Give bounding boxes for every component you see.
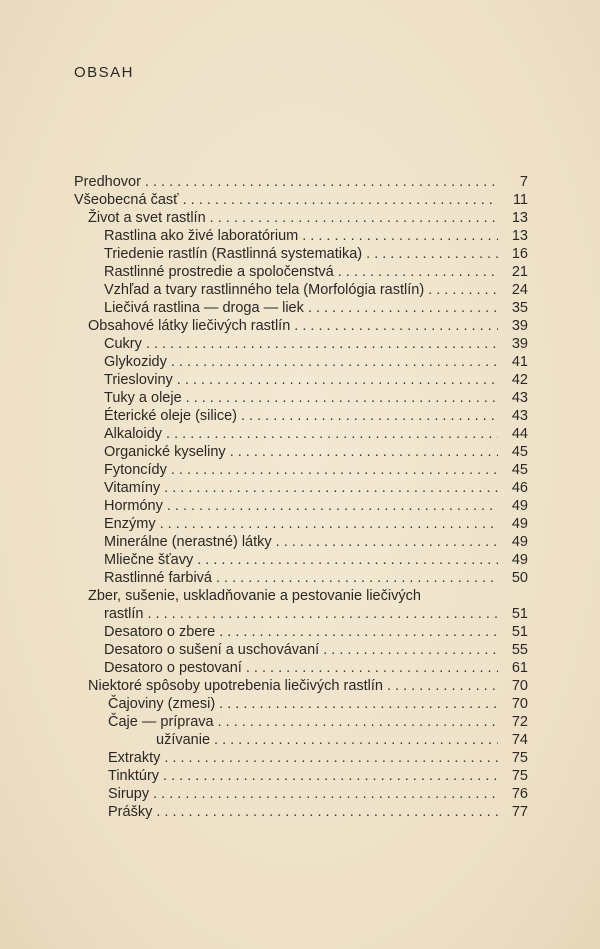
toc-entry-title: Prášky: [108, 804, 153, 820]
dot-leader: [387, 677, 498, 695]
toc-entry-page-number: 13: [511, 228, 528, 244]
toc-entry-title: Všeobecná časť: [74, 192, 179, 208]
dot-leader: [219, 623, 498, 641]
toc-entry-page-number: 11: [512, 192, 528, 208]
toc-entry-title: Glykozidy: [104, 354, 167, 370]
toc-entry: [74, 353, 528, 371]
table-of-contents: [74, 173, 528, 821]
dot-leader: [146, 335, 498, 353]
toc-entry: [74, 767, 528, 785]
toc-entry: [74, 335, 528, 353]
toc-entry-page-number: 41: [511, 354, 528, 370]
toc-entry-title: Vitamíny: [104, 480, 161, 496]
toc-entry: [74, 605, 528, 623]
toc-entry-page-number: 42: [511, 372, 528, 388]
toc-entry-title: Čajoviny (zmesi): [108, 696, 216, 712]
toc-entry-page-number: 45: [511, 444, 528, 460]
toc-entry-title: Rastlina ako živé laboratórium: [104, 228, 299, 244]
toc-entry: [74, 587, 528, 605]
dot-leader: [163, 767, 498, 785]
toc-entry-page-number: 76: [511, 786, 528, 802]
toc-entry-title: Obsahové látky liečivých rastlín: [88, 318, 291, 334]
dot-leader: [218, 713, 498, 731]
toc-entry: [74, 551, 528, 569]
toc-entry-title: užívanie: [156, 732, 211, 748]
toc-entry-page-number: 49: [511, 498, 528, 514]
dot-leader: [241, 407, 498, 425]
dot-leader: [183, 191, 498, 209]
toc-entry-page-number: 16: [511, 246, 528, 262]
toc-entry-title: Zber, sušenie, uskladňovanie a pestovanie liečivých: [88, 588, 421, 604]
toc-entry-page-number: 72: [511, 714, 528, 730]
dot-leader: [177, 371, 498, 389]
toc-entry-page-number: 50: [511, 570, 528, 586]
dot-leader: [210, 209, 498, 227]
toc-entry: [74, 425, 528, 443]
dot-leader: [323, 641, 498, 659]
toc-entry: [74, 371, 528, 389]
dot-leader: [145, 173, 498, 191]
toc-entry: [74, 245, 528, 263]
dot-leader: [276, 533, 498, 551]
dot-leader: [167, 497, 498, 515]
toc-entry-page-number: 43: [511, 390, 528, 406]
toc-entry-title: Minerálne (nerastné) látky: [104, 534, 272, 550]
toc-entry-page-number: 24: [511, 282, 528, 298]
toc-entry-page-number: 35: [511, 300, 528, 316]
toc-entry-page-number: 49: [511, 516, 528, 532]
toc-entry-title: Triedenie rastlín (Rastlinná systematika): [104, 246, 363, 262]
toc-entry: [74, 209, 528, 227]
toc-entry-title: Mliečne šťavy: [104, 552, 194, 568]
dot-leader: [171, 353, 498, 371]
toc-entry-page-number: 77: [511, 804, 528, 820]
toc-entry-title: Fytoncídy: [104, 462, 167, 478]
toc-entry-page-number: 44: [511, 426, 528, 442]
toc-entry-page-number: 13: [511, 210, 528, 226]
dot-leader: [216, 569, 498, 587]
dot-leader: [171, 461, 498, 479]
toc-entry-page-number: 75: [511, 750, 528, 766]
toc-entry-page-number: 49: [511, 534, 528, 550]
toc-entry: [74, 659, 528, 677]
dot-leader: [338, 263, 498, 281]
toc-entry-title: Život a svet rastlín: [88, 210, 206, 226]
toc-entry: [74, 173, 528, 191]
dot-leader: [219, 695, 498, 713]
dot-leader: [246, 659, 498, 677]
toc-entry-page-number: 70: [511, 678, 528, 694]
toc-entry: [74, 713, 528, 731]
toc-entry: [74, 497, 528, 515]
toc-entry-title: Rastlinné prostredie a spoločenstvá: [104, 264, 334, 280]
toc-entry: [74, 281, 528, 299]
toc-entry-title: Rastlinné farbivá: [104, 570, 212, 586]
toc-entry-title: Triesloviny: [104, 372, 173, 388]
dot-leader: [230, 443, 498, 461]
toc-entry-title: Niektoré spôsoby upotrebenia liečivých rastlín: [88, 678, 383, 694]
toc-entry: [74, 317, 528, 335]
dot-leader: [160, 515, 498, 533]
page-title: OBSAH: [74, 64, 135, 81]
toc-entry-title: Tinktúry: [108, 768, 160, 784]
dot-leader: [153, 785, 498, 803]
dot-leader: [156, 803, 498, 821]
toc-entry: [74, 695, 528, 713]
toc-entry-page-number: 21: [511, 264, 528, 280]
toc-entry: [74, 191, 528, 209]
dot-leader: [164, 479, 498, 497]
toc-entry-page-number: 51: [511, 624, 528, 640]
dot-leader: [294, 317, 498, 335]
toc-entry-title: Čaje — príprava: [108, 714, 214, 730]
toc-entry: [74, 227, 528, 245]
toc-entry-title: Organické kyseliny: [104, 444, 226, 460]
toc-entry: [74, 803, 528, 821]
toc-entry-page-number: 39: [511, 318, 528, 334]
toc-entry: [74, 479, 528, 497]
toc-entry: [74, 461, 528, 479]
toc-entry: [74, 641, 528, 659]
toc-entry: [74, 731, 528, 749]
toc-entry-title: Extrakty: [108, 750, 161, 766]
toc-entry-title: Tuky a oleje: [104, 390, 182, 406]
toc-entry-title: Desatoro o sušení a uschovávaní: [104, 642, 320, 658]
toc-entry-page-number: 75: [511, 768, 528, 784]
toc-entry-title: Cukry: [104, 336, 142, 352]
toc-entry: [74, 443, 528, 461]
toc-entry: [74, 749, 528, 767]
toc-entry-title: Vzhľad a tvary rastlinného tela (Morfológia rastlín): [104, 282, 425, 298]
toc-entry-title: Desatoro o zbere: [104, 624, 216, 640]
toc-entry-title: Desatoro o pestovaní: [104, 660, 242, 676]
toc-entry-page-number: 55: [511, 642, 528, 658]
dot-leader: [366, 245, 498, 263]
toc-entry-title: Éterické oleje (silice): [104, 408, 237, 424]
toc-entry-page-number: 39: [511, 336, 528, 352]
toc-entry-page-number: 45: [511, 462, 528, 478]
toc-entry-title: rastlín: [104, 606, 144, 622]
toc-entry: [74, 263, 528, 281]
toc-entry-title: Hormóny: [104, 498, 163, 514]
toc-entry-page-number: 74: [511, 732, 528, 748]
toc-entry-title: Sirupy: [108, 786, 150, 802]
toc-entry-page-number: 7: [519, 174, 528, 190]
toc-entry-title: Alkaloidy: [104, 426, 163, 442]
toc-entry-title: Liečivá rastlina — droga — liek: [104, 300, 304, 316]
toc-entry: [74, 299, 528, 317]
toc-entry-page-number: 51: [511, 606, 528, 622]
toc-entry-page-number: 61: [511, 660, 528, 676]
toc-entry: [74, 623, 528, 641]
dot-leader: [428, 281, 498, 299]
toc-entry-title: Predhovor: [74, 174, 141, 190]
toc-entry-title: Enzýmy: [104, 516, 156, 532]
toc-entry: [74, 569, 528, 587]
toc-entry: [74, 533, 528, 551]
toc-entry: [74, 407, 528, 425]
toc-entry-page-number: 46: [511, 480, 528, 496]
dot-leader: [302, 227, 498, 245]
toc-entry-page-number: 43: [511, 408, 528, 424]
dot-leader: [214, 731, 498, 749]
dot-leader: [164, 749, 498, 767]
dot-leader: [166, 425, 498, 443]
toc-entry: [74, 389, 528, 407]
dot-leader: [197, 551, 498, 569]
toc-entry-page-number: 49: [511, 552, 528, 568]
toc-entry: [74, 515, 528, 533]
toc-entry: [74, 785, 528, 803]
dot-leader: [308, 299, 498, 317]
toc-entry-page-number: 70: [511, 696, 528, 712]
toc-entry: [74, 677, 528, 695]
dot-leader: [148, 605, 499, 623]
dot-leader: [186, 389, 498, 407]
